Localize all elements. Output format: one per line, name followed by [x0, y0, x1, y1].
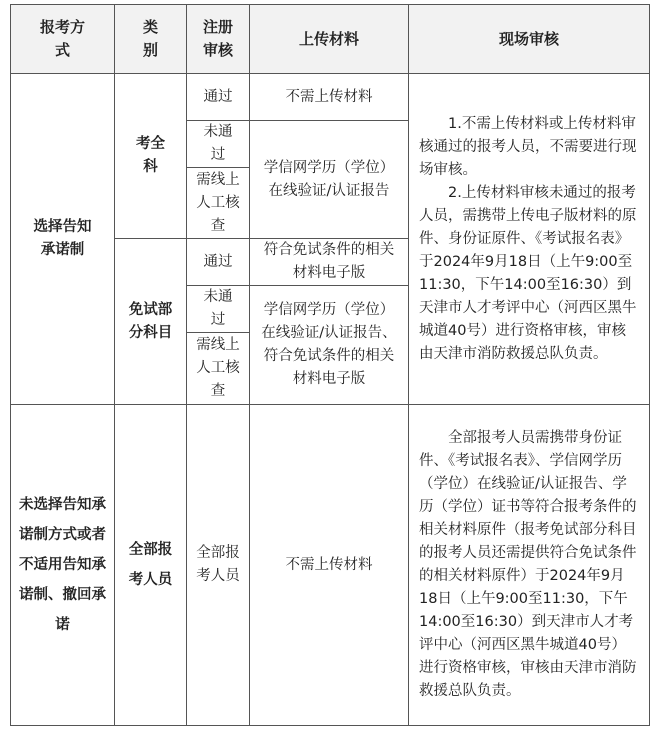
header-upload-text: 上传材料 — [298, 29, 359, 48]
section1-exempt-category — [114, 238, 187, 405]
section1-exempt-category-text: 免试部分科目 — [128, 301, 173, 341]
section2-onsite — [408, 404, 650, 726]
review-fail-text: 未通过 — [203, 289, 233, 328]
section1-exempt-review-pass — [186, 238, 250, 286]
upload-exempt-text: 符合免试条件的相关材料电子版 — [263, 242, 395, 281]
section1-method-text: 选择告知承诺制 — [33, 219, 92, 258]
section1-exempt-upload-merged — [249, 285, 409, 405]
section1-full-review-manual — [186, 167, 250, 239]
section1-exempt-review-manual — [186, 332, 250, 405]
header-upload — [249, 4, 409, 74]
section2-review — [186, 404, 250, 726]
upload-xuexin-exempt-text: 学信网学历（学位）在线验证/认证报告、符合免试条件的相关材料电子版 — [261, 302, 397, 387]
section2-method-text: 未选择告知承诺制方式或者不适用告知承诺制、撤回承诺 — [19, 497, 106, 633]
onsite-paragraph-1: 1.不需上传材料或上传材料审核通过的报考人员，不需要进行现场审核。 — [419, 115, 637, 178]
section1-full-upload-merged — [249, 120, 409, 239]
section2-method — [10, 404, 115, 726]
onsite-paragraph-2: 2.上传材料审核未通过的报考人员，需携带上传电子版材料的原件、身份证原件、《考试报名表》于2024年9月18日（上午9:00至11:30，下午14:00至16:30）到天津市人才考评中心（河西区黑牛城道40号）进行资格审核，审核由天津市消防救援总队负责。 — [419, 184, 637, 362]
review-fail-text: 未通过 — [203, 124, 233, 163]
section2-upload-text: 不需上传材料 — [285, 556, 373, 573]
review-manual-text: 需线上人工核查 — [196, 171, 240, 234]
section1-full-category — [114, 73, 187, 239]
header-category-text: 类别 — [142, 18, 158, 59]
review-pass-text: 通过 — [203, 88, 233, 105]
section1-method — [10, 73, 115, 405]
section1-full-upload-pass — [249, 73, 409, 121]
header-review-text: 注册审核 — [202, 18, 233, 59]
header-review — [186, 4, 250, 74]
upload-xuexin-text: 学信网学历（学位）在线验证/认证报告 — [263, 159, 395, 199]
section2-upload — [249, 404, 409, 726]
header-onsite — [408, 4, 650, 74]
section2-onsite-text: 全部报考人员需携带身份证件、《考试报名表》、学信网学历（学位）在线验证/认证报告、学历（学位）证书等符合报考条件的相关材料原件（报考免试部分科目的报考人员还需提供符合免试条件的相关材料原件）于2024年9月18日（上午9:00至11:30，下午14:00至16:30）到天津市人才考评中心（河西区黑牛城道40号）进行资格审核，审核由天津市消防救援总队负责。 — [419, 430, 637, 699]
review-pass-text: 通过 — [203, 253, 233, 270]
section1-full-review-pass — [186, 73, 250, 121]
section2-category — [114, 404, 187, 726]
header-category — [114, 4, 187, 74]
section1-onsite — [408, 73, 650, 405]
header-method-text: 报考方式 — [39, 18, 85, 59]
section1-exempt-review-fail — [186, 285, 250, 333]
section1-full-review-fail — [186, 120, 250, 168]
header-onsite-text: 现场审核 — [498, 29, 559, 48]
section1-exempt-upload-pass — [249, 238, 409, 286]
section2-category-text: 全部报考人员 — [128, 542, 173, 588]
header-method — [10, 4, 115, 74]
section2-review-text: 全部报考人员 — [196, 545, 240, 584]
review-manual-text: 需线上人工核查 — [196, 337, 240, 399]
upload-none-text: 不需上传材料 — [285, 88, 373, 105]
section1-full-category-text: 考全科 — [136, 136, 165, 175]
